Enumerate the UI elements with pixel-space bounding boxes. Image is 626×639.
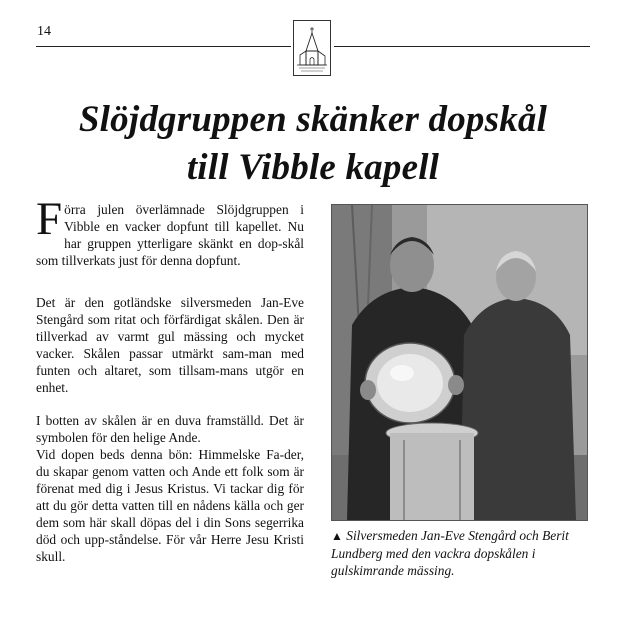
article-photo (331, 204, 588, 521)
paragraph-3-text: I botten av skålen är en duva framställd. Det är symbolen för den helige Ande. (36, 413, 304, 445)
paragraph-4-text: Vid dopen beds denna bön: Himmelske Fa-der, du skapar genom vatten och Ande ett folk som är förenat med dig i Jesus Kristus. Vi tackar dig för att du gör detta vatten till en nådens källa och ger dem som här skall döpas del i din Sons segerrika död och upp-ståndelse. För vår Herre Jesu Kristi skull. (36, 447, 304, 564)
header-rule-right (334, 46, 590, 47)
article-title-line-1: Slöjdgruppen skänker dopskål (78, 99, 548, 140)
page-number: 14 (37, 24, 51, 39)
church-logo (293, 20, 331, 76)
header-rule-left (36, 46, 291, 47)
photo-caption (331, 527, 591, 579)
paragraph-1 (36, 193, 304, 269)
drop-cap: F (36, 193, 63, 245)
caption-triangle-icon: ▲ (331, 529, 343, 543)
article-title-line-2: till Vibble kapell (186, 147, 440, 188)
paragraph-2-text: Det är den gotländske silversmeden Jan-Eve Stengård som ritat och förfärdigat skålen. Den är tillverkad av varmt gul mässing och mycket vacker. Skålen passar utmärkt sam-man med funten och altaret, som tillsam-mans utgör en enhet. (36, 295, 304, 395)
paragraph-3 (36, 412, 304, 446)
paragraph-1-text: örra julen överlämnade Slöjdgruppen i Vibble en vacker dopfunt till kapellet. Nu har gruppen ytterligare skänkt en dop-skål som tillverkats just för denna dopfunt. (36, 202, 304, 268)
photo-caption-text: Silversmeden Jan-Eve Stengård och Berit Lundberg med den vackra dopskålen i gulskimrande mässing. (331, 528, 569, 578)
paragraph-4 (36, 446, 304, 565)
paragraph-2 (36, 294, 304, 396)
